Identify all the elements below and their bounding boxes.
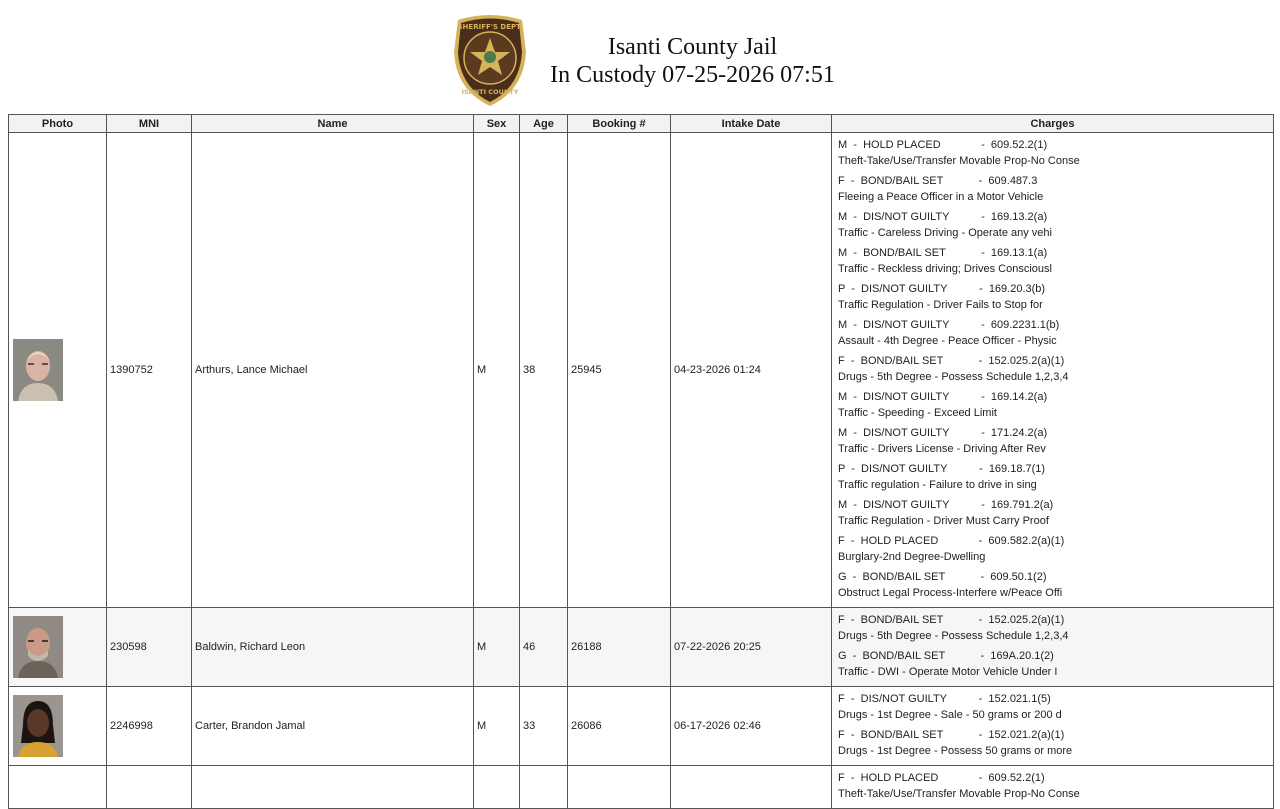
charge-entry: F - BOND/BAIL SET - 152.025.2(a)(1) Drugs - 5th Degree - Possess Schedule 1,2,3,4 [838,355,1069,383]
charge-entry: M - DIS/NOT GUILTY - 169.13.2(a) Traffic - Careless Driving - Operate any vehi [838,211,1052,239]
charge-entry: F - BOND/BAIL SET - 152.025.2(a)(1) Drugs - 5th Degree - Possess Schedule 1,2,3,4 [838,614,1069,642]
mugshot-image[interactable] [13,616,63,678]
charge-entry: F - DIS/NOT GUILTY - 152.021.1(5) Drugs - 1st Degree - Sale - 50 grams or 200 d [838,693,1062,721]
booking-cell: 26188 [568,608,671,687]
page-title: Isanti County Jail [607,34,778,60]
charge-entry: P - DIS/NOT GUILTY - 169.20.3(b) Traffic Regulation - Driver Fails to Stop for [838,283,1046,311]
photo-cell [9,766,107,809]
column-header-booking: Booking # [568,115,671,133]
mni-cell [107,766,192,809]
photo-cell [9,608,107,687]
sex-cell: M [474,687,520,766]
charge-entry: M - BOND/BAIL SET - 169.13.1(a) Traffic - Reckless driving; Drives Consciousl [838,247,1052,275]
mni-cell: 2246998 [107,687,192,766]
photo-cell [9,133,107,608]
intake-date-cell: 07-22-2026 20:25 [671,608,832,687]
column-header-photo: Photo [9,115,107,133]
page-title-block [535,33,850,89]
photo-cell [9,687,107,766]
table-row [9,133,1274,608]
table-row [9,687,1274,766]
custody-roster-table [8,114,1274,809]
charge-entry: F - BOND/BAIL SET - 609.487.3 Fleeing a Peace Officer in a Motor Vehicle [838,175,1044,203]
charges-cell [832,687,1274,766]
mugshot-image[interactable] [13,695,63,757]
charge-entry: M - DIS/NOT GUILTY - 609.2231.1(b) Assault - 4th Degree - Peace Officer - Physic [838,319,1060,347]
column-header-sex: Sex [474,115,520,133]
charge-entry: M - DIS/NOT GUILTY - 169.791.2(a) Traffic Regulation - Driver Must Carry Proof [838,499,1054,527]
sex-cell: M [474,133,520,608]
booking-cell: 25945 [568,133,671,608]
name-cell [192,766,474,809]
column-header-mni: MNI [107,115,192,133]
sex-cell: M [474,608,520,687]
charge-entry: F - HOLD PLACED - 609.582.2(a)(1) Burglary-2nd Degree-Dwelling [838,535,1065,563]
charges-cell [832,133,1274,608]
charge-entry: F - BOND/BAIL SET - 152.021.2(a)(1) Drugs - 1st Degree - Possess 50 grams or more [838,729,1073,757]
table-header-row [9,115,1274,133]
age-cell: 33 [520,687,568,766]
charges-cell [832,608,1274,687]
page-header [0,0,1280,112]
intake-date-cell [671,766,832,809]
svg-text:SHERIFF'S DEPT.: SHERIFF'S DEPT. [457,23,523,31]
column-header-age: Age [520,115,568,133]
table-row [9,608,1274,687]
name-cell: Carter, Brandon Jamal [192,687,474,766]
column-header-name: Name [192,115,474,133]
charge-entry: G - BOND/BAIL SET - 609.50.1(2) Obstruct Legal Process-Interfere w/Peace Offi [838,571,1063,599]
charge-entry: M - DIS/NOT GUILTY - 171.24.2(a) Traffic - Drivers License - Driving After Rev [838,427,1048,455]
svg-text:ISANTI COUNTY: ISANTI COUNTY [461,88,519,96]
name-cell: Arthurs, Lance Michael [192,133,474,608]
charge-entry: M - DIS/NOT GUILTY - 169.14.2(a) Traffic - Speeding - Exceed Limit [838,391,1048,419]
column-header-intake-date: Intake Date [671,115,832,133]
age-cell [520,766,568,809]
intake-date-cell: 06-17-2026 02:46 [671,687,832,766]
charges-cell [832,766,1274,809]
mni-cell: 230598 [107,608,192,687]
intake-date-cell: 04-23-2026 01:24 [671,133,832,608]
charge-entry: G - BOND/BAIL SET - 169A.20.1(2) Traffic - DWI - Operate Motor Vehicle Under I [838,650,1058,678]
booking-cell [568,766,671,809]
charge-entry: F - HOLD PLACED - 609.52.2(1) Theft-Take/Use/Transfer Movable Prop-No Conse [838,772,1080,800]
charge-entry: P - DIS/NOT GUILTY - 169.18.7(1) Traffic regulation - Failure to drive in sing [838,463,1046,491]
mni-cell: 1390752 [107,133,192,608]
table-row [9,766,1274,809]
column-header-charges: Charges [832,115,1274,133]
name-cell: Baldwin, Richard Leon [192,608,474,687]
age-cell: 38 [520,133,568,608]
sex-cell [474,766,520,809]
sheriff-badge-logo [450,12,530,108]
age-cell: 46 [520,608,568,687]
mugshot-image[interactable] [13,339,63,401]
booking-cell: 26086 [568,687,671,766]
page-subtitle: In Custody 07-25-2026 07:51 [550,62,835,88]
charge-entry: M - HOLD PLACED - 609.52.2(1) Theft-Take/Use/Transfer Movable Prop-No Conse [838,139,1080,167]
